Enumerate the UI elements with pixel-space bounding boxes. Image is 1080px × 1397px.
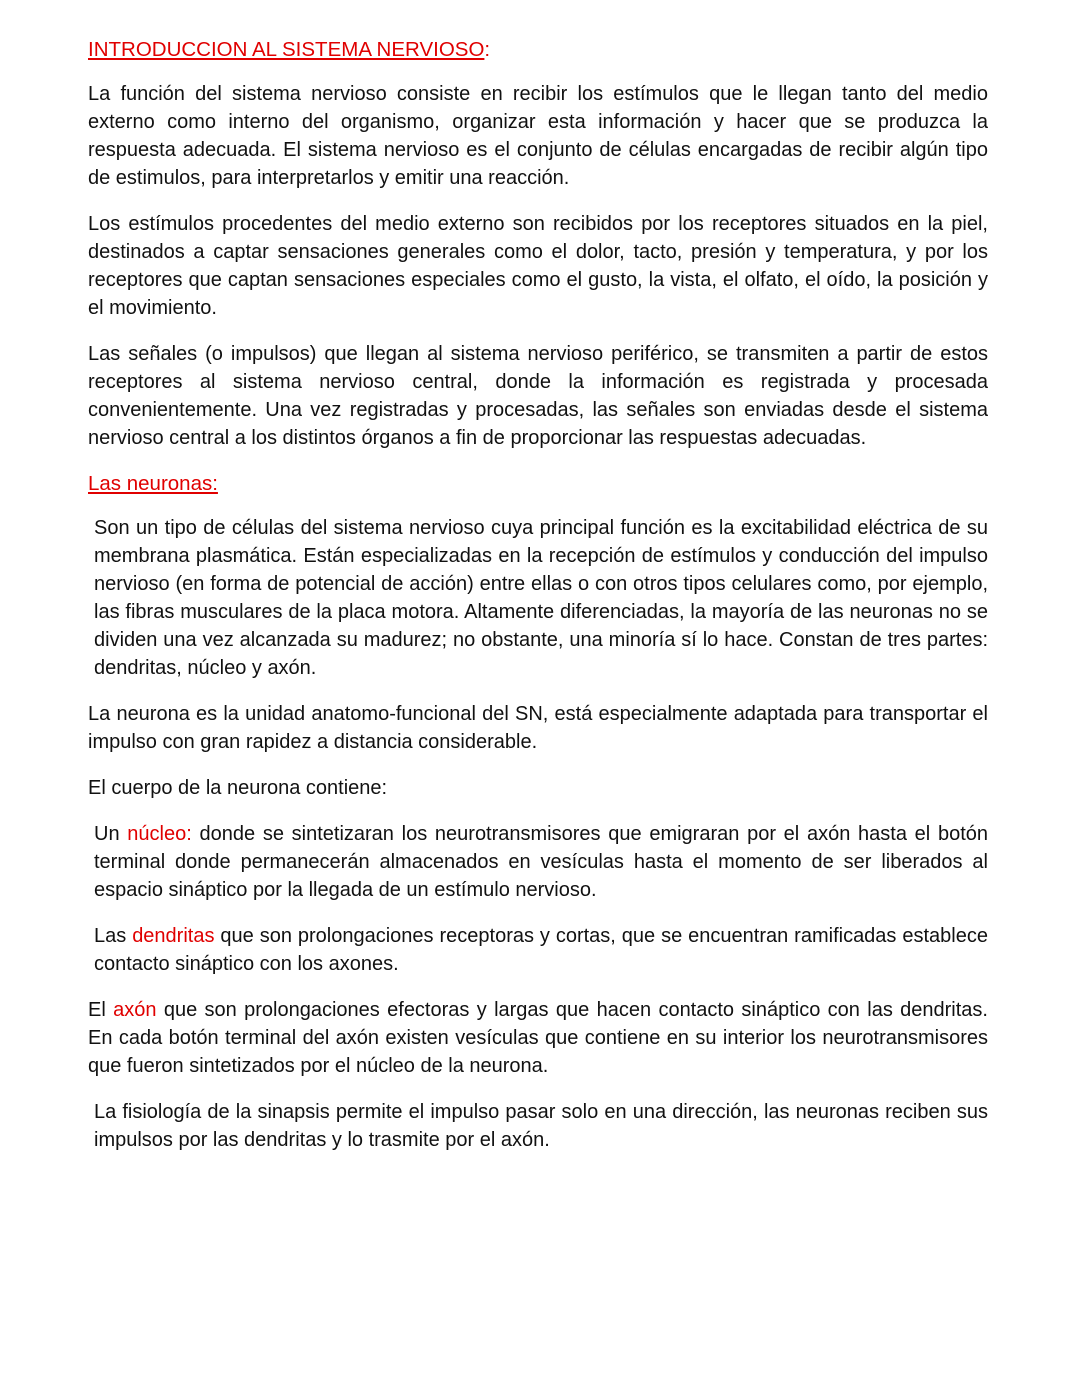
paragraph-funcion: La función del sistema nervioso consiste en recibir los estímulos que le llegan tanto del medio externo como interno del organismo, organizar esta información y hacer que se produzca la respuesta adecuada. El sistema nervioso es el conjunto de células encargadas de recibir algún tipo de estimulos, para interpretarlos y emitir una reacción. <box>88 83 988 189</box>
dendritas-rest: que son prolongaciones receptoras y cortas, que se encuentran ramificadas establece contacto sináptico con los axones. <box>94 925 988 975</box>
nucleo-lead: Un <box>94 823 128 845</box>
paragraph-neuronas-definicion: Son un tipo de células del sistema nervioso cuya principal función es la excitabilidad eléctrica de su membrana plasmática. Están especializadas en la recepción de estímulos y conducción del impulso nervioso (en forma de potencial de acción) entre ellas o con otros tipos celulares como, por ejemplo, las fibras musculares de la placa motora. Altamente diferenciadas, la mayoría de las neuronas no se dividen una vez alcanzada su madurez; no obstante, una minoría sí lo hace. Constan de tres partes: dendritas, núcleo y axón. <box>94 517 988 679</box>
dendritas-lead: Las <box>94 925 133 947</box>
paragraph-nucleo <box>88 820 988 904</box>
axon-rest: que son prolongaciones efectoras y largas que hacen contacto sináptico con las dendritas. En cada botón terminal del axón existen vesículas que contiene en su interior los neurotransmisores que fueron sintetizados por el núcleo de la neurona. <box>88 999 988 1077</box>
paragraph-axon <box>88 996 988 1080</box>
paragraph-unidad-anatomo: La neurona es la unidad anatomo-funcional del SN, está especialmente adaptada para transportar el impulso con gran rapidez a distancia considerable. <box>88 703 988 753</box>
nucleo-rest: donde se sintetizaran los neurotransmisores que emigraran por el axón hasta el botón terminal donde permanecerán almacenados en vesículas hasta el momento de ser liberados al espacio sináptico por la llegada de un estímulo nervioso. <box>94 823 989 901</box>
paragraph-estimulos: Los estímulos procedentes del medio externo son recibidos por los receptores situados en la piel, destinados a captar sensaciones generales como el dolor, tacto, presión y temperatura, y por los receptores que captan sensaciones especiales como el gusto, la vista, el olfato, el oído, la posición y el movimiento. <box>88 213 988 319</box>
heading-introduccion-colon: : <box>484 38 491 61</box>
paragraph-dendritas <box>88 922 988 978</box>
heading-neuronas-text: Las neuronas: <box>88 472 218 495</box>
term-dendritas: dendritas <box>132 925 215 947</box>
heading-neuronas <box>88 470 988 498</box>
paragraph-fisiologia-sinapsis: La fisiología de la sinapsis permite el impulso pasar solo en una dirección, las neuronas reciben sus impulsos por las dendritas y lo trasmite por el axón. <box>94 1101 988 1151</box>
heading-introduccion <box>88 36 988 64</box>
term-axon: axón <box>113 999 157 1021</box>
paragraph-senales: Las señales (o impulsos) que llegan al sistema nervioso periférico, se transmiten a partir de estos receptores al sistema nervioso central, donde la información es registrada y procesada convenientemente. Una vez registradas y procesadas, las señales son enviadas desde el sistema nervioso central a los distintos órganos a fin de proporcionar las respuestas adecuadas. <box>88 343 988 449</box>
heading-introduccion-text: INTRODUCCION AL SISTEMA NERVIOSO <box>88 38 485 61</box>
axon-lead: El <box>88 999 114 1021</box>
term-nucleo: núcleo: <box>127 823 192 845</box>
paragraph-cuerpo-neurona: El cuerpo de la neurona contiene: <box>88 777 388 799</box>
